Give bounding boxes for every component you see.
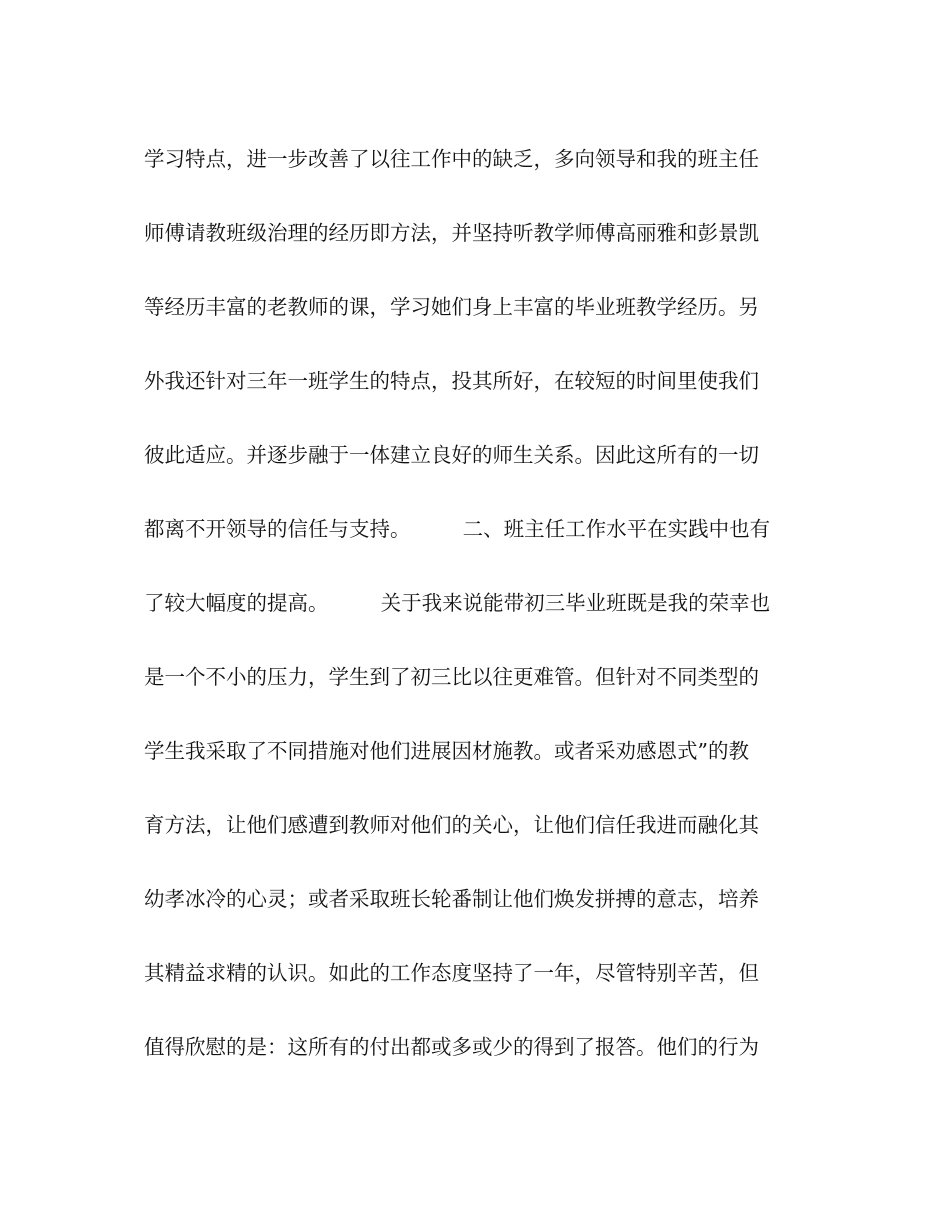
text-line-2: 师傅请教班级治理的经历即方法，并坚持听教学师傅高丽雅和彭景凯: [144, 221, 759, 245]
body-text: [144, 138, 804, 1100]
text-line-11: 幼孝冰冷的心灵；或者采取班长轮番制让他们焕发拼搏的意志，培养: [144, 887, 759, 911]
text-line-3: 等经历丰富的老教师的课，学习她们身上丰富的毕业班教学经历。另: [144, 295, 759, 319]
text-line-5: 彼此适应。并逐步融于一体建立良好的师生关系。因此这所有的一切: [144, 443, 759, 467]
text-line-12: 其精益求精的认识。如此的工作态度坚持了一年，尽管特别辛苦，但: [144, 961, 759, 985]
text-line-8: 是一个不小的压力，学生到了初三比以往更难管。但针对不同类型的: [144, 665, 759, 689]
text-line-10: 育方法，让他们感遭到教师对他们的关心，让他们信任我进而融化其: [144, 813, 759, 837]
text-line-4: 外我还针对三年一班学生的特点，投其所好，在较短的时间里使我们: [144, 369, 759, 393]
text-line-13: 值得欣慰的是：这所有的付出都或多或少的得到了报答。他们的行为: [144, 1035, 759, 1059]
text-line-1: 学习特点，进一步改善了以往工作中的缺乏，多向领导和我的班主任: [144, 147, 759, 171]
text-line-9: 学生我采取了不同措施对他们进展因材施教。或者采劝感恩式”的教: [144, 739, 749, 763]
text-line-6: 都离不开领导的信任与支持。 二、班主任工作水平在实践中也有: [144, 517, 771, 541]
text-line-7: 了较大幅度的提高。 关于我来说能带初三毕业班既是我的荣幸也: [144, 591, 771, 615]
